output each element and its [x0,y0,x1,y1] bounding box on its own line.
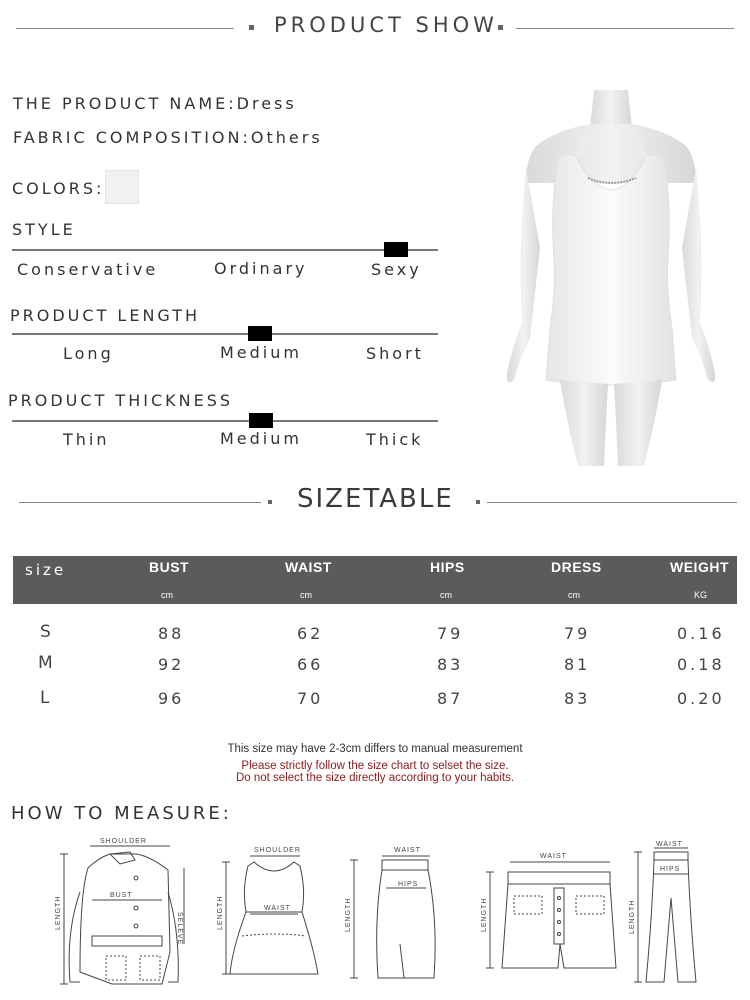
measurement-note: This size may have 2-3cm differs to manual measurement [227,743,523,755]
dress-cell: 81 [564,655,591,674]
label-length: LENGTH [55,895,62,930]
warning-note-1: Please strictly follow the size chart to selset the size. [241,760,509,772]
col-header-bust: BUST [149,559,190,575]
col-header-dress: DRESS [551,559,602,575]
label-sleeve: SELEVE [176,912,183,946]
style-option-conservative: Conservative [17,260,159,279]
weight-cell: 0.18 [677,655,725,674]
length-option-long: Long [63,344,114,363]
size-cell: S [40,622,54,642]
divider-bullet [249,25,254,30]
dress-cell: 79 [564,624,591,643]
thickness-marker [249,413,273,428]
unit-bust: cm [161,590,173,600]
col-header-hips: HIPS [430,559,465,575]
col-header-weight: WEIGHT [670,559,729,575]
size-cell: L [40,688,53,708]
unit-weight: KG [694,590,708,600]
label-waist: WAIST [264,905,291,912]
product-name-row [13,94,297,113]
divider-bullet [498,25,503,30]
size-cell: M [38,653,56,673]
hips-cell: 83 [437,655,464,674]
fabric-label: FABRIC COMPOSITION: [13,128,251,147]
divider-bullet [268,500,272,504]
col-header-waist: WAIST [285,559,332,575]
hips-cell: 79 [437,624,464,643]
label-waist: WAIST [540,853,567,860]
unit-hips: cm [440,590,452,600]
unit-dress: cm [568,590,580,600]
divider-left [16,28,234,29]
style-scale-bar [12,249,438,251]
label-length: LENGTH [629,899,636,934]
product-name-label: THE PRODUCT NAME: [13,94,237,113]
skirt-measure-illustration [342,840,442,988]
fabric-value: Others [250,128,323,147]
waist-cell: 66 [297,655,324,674]
label-length: LENGTH [481,897,488,932]
style-option-sexy: Sexy [371,260,422,279]
jacket-measure-illustration [40,832,200,992]
divider-bullet [476,500,480,504]
thickness-option-thin: Thin [63,430,110,449]
unit-waist: cm [300,590,312,600]
length-title: PRODUCT LENGTH [10,306,201,325]
divider-right [487,502,737,503]
length-option-short: Short [366,344,424,363]
thickness-option-thick: Thick [366,430,424,449]
product-photo [496,88,726,466]
shorts-measure-illustration [478,844,618,974]
color-swatch[interactable] [105,170,139,204]
label-shoulder: SHOULDER [100,838,147,845]
waist-cell: 62 [297,624,324,643]
how-to-measure-title: HOW TO MEASURE: [11,803,232,824]
size-table-header [13,556,737,604]
label-waist: WAIST [394,847,421,854]
warning-note-2: Do not select the size directly according to your habits. [235,772,515,784]
style-marker [384,242,408,257]
divider-right [516,28,734,29]
weight-cell: 0.20 [677,689,725,708]
style-title: STYLE [12,220,76,239]
label-waist: WAIST [656,841,683,848]
dress-cell: 83 [564,689,591,708]
label-shoulder: SHOULDER [254,847,301,854]
label-length: LENGTH [345,897,352,932]
colors-label: COLORS: [12,179,105,198]
bust-cell: 92 [158,655,185,674]
label-hips: HIPS [398,881,419,888]
thickness-title: PRODUCT THICKNESS [8,391,233,410]
length-marker [248,326,272,341]
section-title-sizetable: SIZETABLE [297,484,454,514]
style-option-ordinary: Ordinary [214,259,308,278]
bust-cell: 96 [158,689,185,708]
divider-left [19,502,261,503]
col-header-size: size [25,561,67,579]
thickness-option-medium: Medium [220,429,302,448]
thickness-scale-bar [12,420,438,422]
dress-measure-illustration [214,840,324,990]
length-option-medium: Medium [220,343,302,362]
label-hips: HIPS [660,866,681,873]
waist-cell: 70 [297,689,324,708]
product-name-value: Dress [236,94,297,113]
label-bust: BUST [110,892,133,899]
pants-measure-illustration [626,838,706,990]
bust-cell: 88 [158,624,185,643]
weight-cell: 0.16 [677,624,725,643]
fabric-row [13,128,323,147]
label-length: LENGTH [217,895,224,930]
section-title-product-show: PRODUCT SHOW [274,13,498,37]
length-scale-bar [12,333,438,335]
hips-cell: 87 [437,689,464,708]
